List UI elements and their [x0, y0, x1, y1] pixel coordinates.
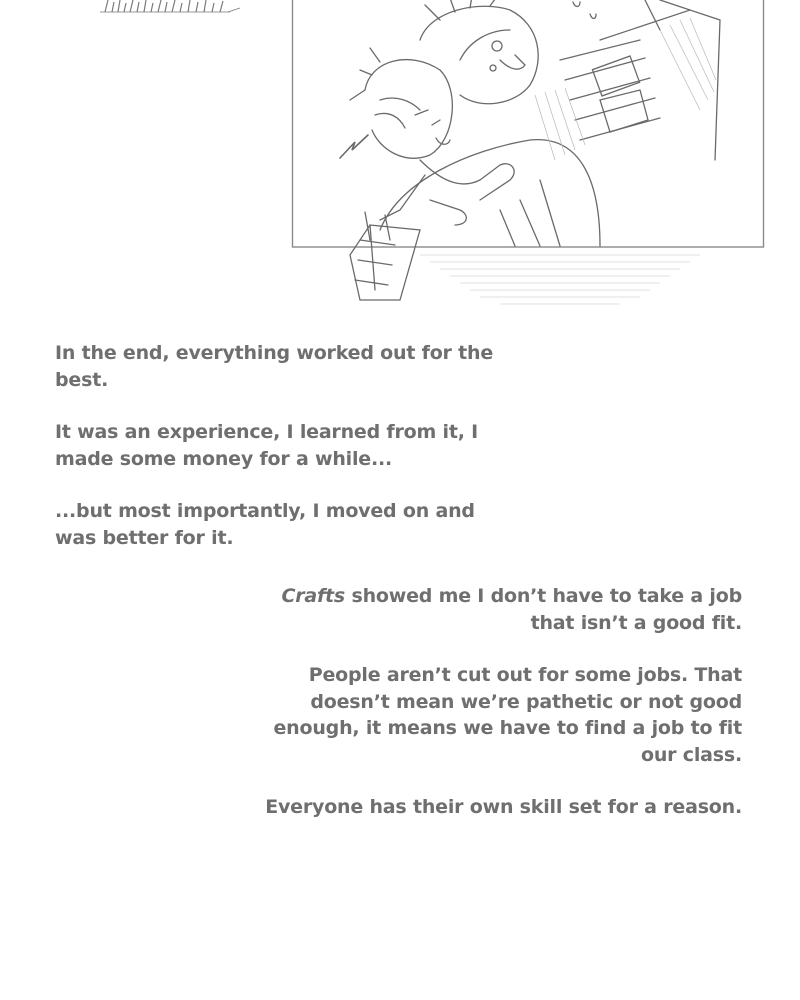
narration-line: In the end, everything worked out for the best. [55, 342, 494, 391]
hatching [535, 18, 716, 160]
narration-line: ...but most importantly, I moved on and was better for it. [55, 500, 475, 549]
paragraph-gap [55, 472, 515, 498]
narration-right [250, 583, 742, 821]
narration-line [250, 583, 742, 636]
narration-line: It was an experience, I learned from it, I made some money for a while... [55, 421, 479, 470]
ground-shading [420, 255, 700, 304]
narration-line: Everyone has their own skill set for a reason. [265, 796, 742, 818]
paragraph-gap [250, 636, 742, 662]
paragraph-gap [250, 768, 742, 794]
paragraph-gap [55, 393, 515, 419]
narration-line: People aren’t cut out for some jobs. That doesn’t mean we’re pathetic or not good enough, it means we have to find a job to fit our class. [273, 664, 742, 766]
crafts-title: Crafts [281, 585, 346, 607]
narration-left [55, 340, 515, 551]
grass-sketch [100, 0, 240, 12]
comic-panel-illustration [0, 0, 800, 320]
panel-frame [293, 0, 764, 247]
narration-line-rest: showed me I don’t have to take a job that isn’t a good fit. [345, 585, 742, 634]
